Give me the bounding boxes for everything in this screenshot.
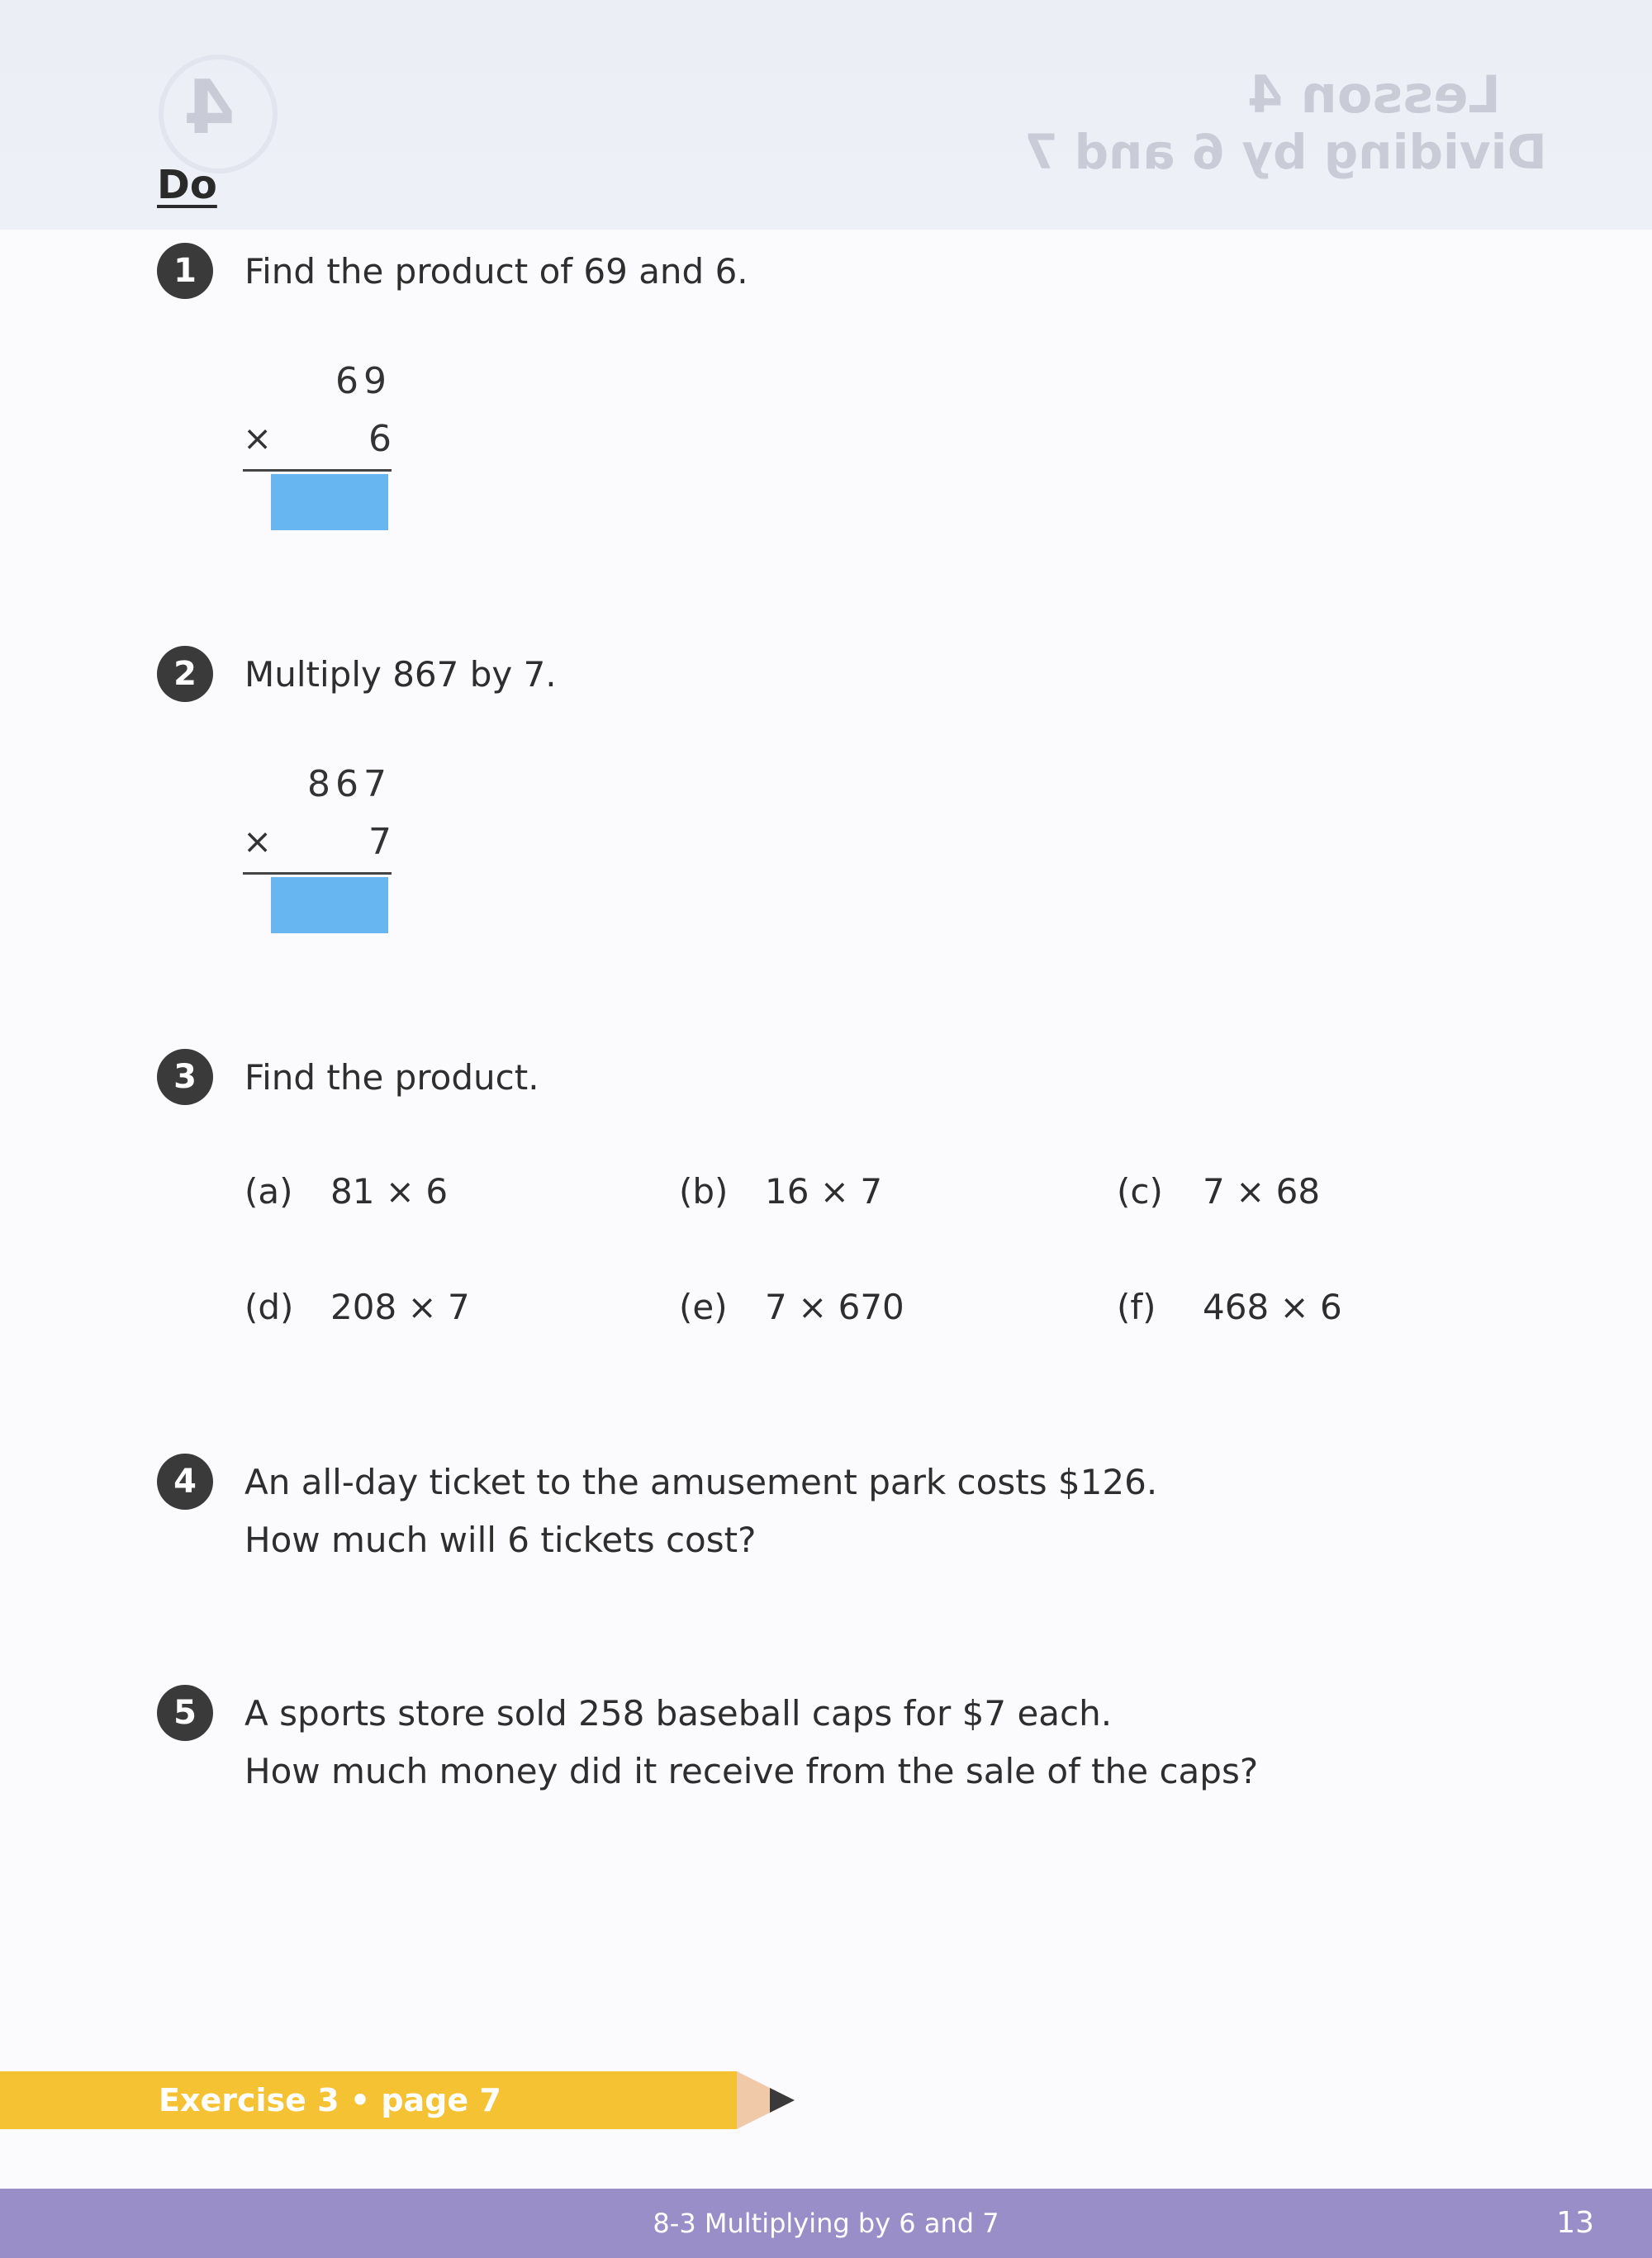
product-rule [243, 872, 392, 875]
times-sign: × [243, 821, 273, 861]
item-label: (c) [1117, 1171, 1163, 1212]
question-5-line-2: How much money did it receive from the sale of the caps? [244, 1751, 1259, 1791]
question-2-badge: 2 [157, 646, 213, 702]
multiplicand: 867 [307, 763, 392, 805]
question-3-item-d [244, 1287, 470, 1327]
question-5-line-1: A sports store sold 258 baseball caps for $7 each. [244, 1693, 1113, 1734]
section-heading: Do [157, 162, 217, 208]
lesson-label: Lesson 4 [1247, 64, 1501, 125]
exercise-reference[interactable]: Exercise 3 • page 7 [159, 2082, 501, 2118]
answer-box[interactable] [271, 877, 388, 933]
lesson-title: Dividing by 6 and 7 [1024, 124, 1547, 180]
item-expression: 16 × 7 [765, 1171, 883, 1212]
question-3-item-b [679, 1171, 882, 1212]
multiplier: 7 [368, 821, 392, 863]
question-3-item-a [244, 1171, 448, 1212]
question-1-text: Find the product of 69 and 6. [244, 251, 748, 292]
question-3-item-f [1117, 1287, 1342, 1327]
pencil-lead-icon [770, 2088, 795, 2113]
item-label: (f) [1117, 1287, 1156, 1327]
question-3-text: Find the product. [244, 1057, 539, 1098]
footer-chapter-title: 8-3 Multiplying by 6 and 7 [653, 2208, 999, 2239]
question-2-working [243, 763, 392, 937]
multiplier: 6 [368, 418, 392, 460]
item-label: (e) [679, 1287, 728, 1327]
question-2-text: Multiply 867 by 7. [244, 654, 557, 695]
product-rule [243, 469, 392, 472]
item-label: (d) [244, 1287, 294, 1327]
item-expression: 468 × 6 [1203, 1287, 1342, 1327]
question-3-item-c [1117, 1171, 1320, 1212]
question-1-badge: 1 [157, 243, 213, 299]
lesson-number: 4 [183, 64, 235, 151]
item-expression: 7 × 68 [1203, 1171, 1321, 1212]
question-1-working [243, 360, 392, 534]
times-sign: × [243, 418, 273, 458]
question-3-item-e [679, 1287, 904, 1327]
page-number: 13 [1556, 2206, 1594, 2240]
item-expression: 81 × 6 [330, 1171, 449, 1212]
question-4-badge: 4 [157, 1454, 213, 1510]
item-label: (a) [244, 1171, 293, 1212]
question-5-badge: 5 [157, 1685, 213, 1741]
multiplicand: 69 [335, 360, 392, 402]
question-3-badge: 3 [157, 1049, 213, 1105]
question-4-line-1: An all-day ticket to the amusement park costs $126. [244, 1462, 1158, 1502]
item-label: (b) [679, 1171, 729, 1212]
question-4-line-2: How much will 6 tickets cost? [244, 1520, 757, 1560]
item-expression: 7 × 670 [765, 1287, 904, 1327]
answer-box[interactable] [271, 474, 388, 530]
item-expression: 208 × 7 [330, 1287, 470, 1327]
